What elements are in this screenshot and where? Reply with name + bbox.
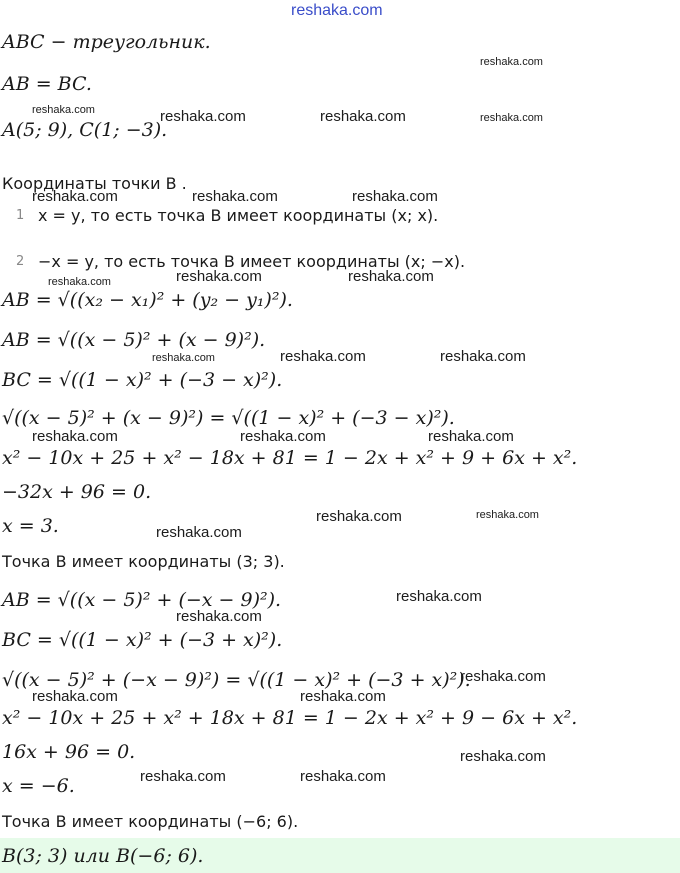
watermark: reshaka.com <box>240 428 326 445</box>
watermark: reshaka.com <box>300 768 386 785</box>
watermark: reshaka.com <box>300 688 386 705</box>
watermark: reshaka.com <box>348 268 434 285</box>
point-b-case2: Точка B имеет координаты (−6; 6). <box>2 812 299 831</box>
watermark: reshaka.com <box>160 108 246 125</box>
solution-case2: x = −6. <box>2 775 75 797</box>
watermark-top[interactable]: reshaka.com <box>291 2 383 19</box>
watermark: reshaka.com <box>396 588 482 605</box>
watermark: reshaka.com <box>32 688 118 705</box>
point-b-case1: Точка B имеет координаты (3; 3). <box>2 552 285 571</box>
formula-bc-case1: BC = √((1 − x)² + (−3 − x)²). <box>2 369 283 391</box>
case-2: −x = y, то есть точка B имеет координаты (x; −x). <box>38 252 466 271</box>
watermark: reshaka.com <box>156 524 242 541</box>
watermark: reshaka.com <box>428 428 514 445</box>
formula-ab-case2: AB = √((x − 5)² + (−x − 9)²). <box>2 589 282 611</box>
expanded-case1: x² − 10x + 25 + x² − 18x + 81 = 1 − 2x + x² + 9 + 6x + x². <box>2 447 578 469</box>
watermark: reshaka.com <box>176 608 262 625</box>
watermark: reshaka.com <box>140 768 226 785</box>
watermark: reshaka.com <box>32 104 95 116</box>
watermark: reshaka.com <box>152 352 215 364</box>
linear-case1: −32x + 96 = 0. <box>2 481 152 503</box>
statement-triangle: ABC − треугольник. <box>2 31 211 53</box>
formula-ab-general: AB = √((x₂ − x₁)² + (y₂ − y₁)²). <box>2 289 293 311</box>
watermark: reshaka.com <box>440 348 526 365</box>
linear-case2: 16x + 96 = 0. <box>2 741 136 763</box>
watermark: reshaka.com <box>32 188 118 205</box>
given-points: A(5; 9), C(1; −3). <box>2 119 168 141</box>
watermark: reshaka.com <box>176 268 262 285</box>
watermark: reshaka.com <box>476 509 539 521</box>
case-1: x = y, то есть точка B имеет координаты (x; x). <box>38 206 439 225</box>
watermark: reshaka.com <box>352 188 438 205</box>
answer-box <box>0 838 680 873</box>
watermark: reshaka.com <box>32 428 118 445</box>
equation-case2: √((x − 5)² + (−x − 9)²) = √((1 − x)² + (−3 + x)²). <box>2 669 471 691</box>
coordinates-heading: Координаты точки B . <box>2 174 187 193</box>
solution-case1: x = 3. <box>2 515 59 537</box>
watermark: reshaka.com <box>316 508 402 525</box>
equation-case1: √((x − 5)² + (x − 9)²) = √((1 − x)² + (−3 − x)²). <box>2 407 455 429</box>
watermark: reshaka.com <box>48 276 111 288</box>
watermark: reshaka.com <box>480 56 543 68</box>
case-number-1: 1 <box>16 208 25 223</box>
watermark: reshaka.com <box>192 188 278 205</box>
answer-text: B(3; 3) или B(−6; 6). <box>2 845 204 867</box>
expanded-case2: x² − 10x + 25 + x² + 18x + 81 = 1 − 2x + x² + 9 − 6x + x². <box>2 707 578 729</box>
watermark: reshaka.com <box>480 112 543 124</box>
watermark: reshaka.com <box>320 108 406 125</box>
watermark: reshaka.com <box>460 748 546 765</box>
case-number-2: 2 <box>16 254 25 269</box>
formula-ab-case1: AB = √((x − 5)² + (x − 9)²). <box>2 329 266 351</box>
watermark: reshaka.com <box>460 668 546 685</box>
watermark: reshaka.com <box>280 348 366 365</box>
formula-bc-case2: BC = √((1 − x)² + (−3 + x)²). <box>2 629 283 651</box>
statement-equal-sides: AB = BC. <box>2 73 92 95</box>
